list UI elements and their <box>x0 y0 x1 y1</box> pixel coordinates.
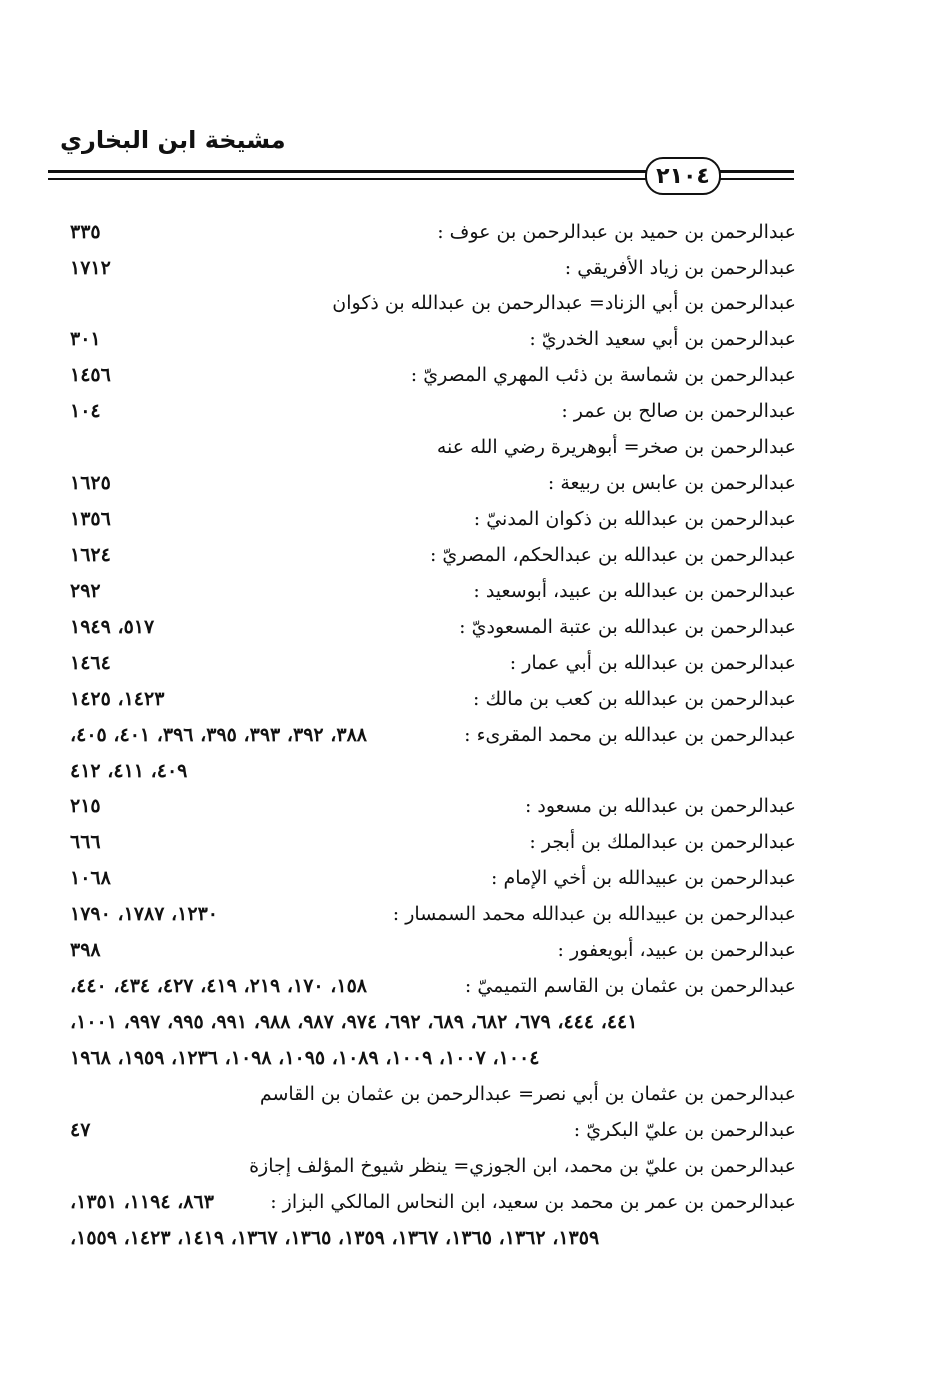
index-entry <box>70 1151 796 1185</box>
index-entry-continuation <box>70 756 796 790</box>
entry-name: عبدالرحمن بن زياد الأفريقي : <box>564 257 796 279</box>
entry-name: عبدالرحمن بن عبدالله بن عبدالحكم، المصريّ : <box>429 544 796 566</box>
entry-name: عبدالرحمن بن عبيدالله بن أخي الإمام : <box>491 867 796 889</box>
entry-refs: ١٤٢٣، ١٤٢٥ <box>70 688 165 710</box>
entry-name: عبدالرحمن بن عثمان بن أبي نصر= عبدالرحمن بن عثمان بن القاسم <box>259 1083 796 1105</box>
index-entry <box>70 324 796 358</box>
entry-name: عبدالرحمن بن عبدالله بن عتبة المسعوديّ : <box>459 616 796 638</box>
entry-name: عبدالرحمن بن عثمان بن القاسم التميميّ : <box>464 975 796 997</box>
entry-name: عبدالرحمن بن صالح بن عمر : <box>561 400 796 422</box>
index-entry <box>70 791 796 825</box>
entry-refs: ٣٣٥ <box>70 221 101 243</box>
index-entry <box>70 288 796 322</box>
index-entry <box>70 899 796 933</box>
entry-refs: ٣٩٨ <box>70 939 101 961</box>
index-entry <box>70 540 796 574</box>
entry-name: عبدالرحمن بن عبدالله بن عبيد، أبوسعيد : <box>473 580 796 602</box>
entry-refs: ١٠٤ <box>70 400 101 422</box>
entry-refs: ١٠٠٤، ١٠٠٧، ١٠٠٩، ١٠٨٩، ١٠٩٥، ١٠٩٨، ١٢٣٦، ١٩٥٩، ١٩٦٨ <box>70 1047 540 1069</box>
entry-refs: ١٢٣٠، ١٧٨٧، ١٧٩٠ <box>70 903 218 925</box>
index-entry <box>70 396 796 430</box>
entry-name: عبدالرحمن بن عمر بن محمد بن سعيد، ابن النحاس المالكي البزاز : <box>270 1191 796 1213</box>
index-entry <box>70 863 796 897</box>
index-entry <box>70 612 796 646</box>
entry-refs: ٨٦٣، ١١٩٤، ١٣٥١، <box>70 1191 214 1213</box>
index-entry <box>70 1115 796 1149</box>
index-entry <box>70 720 796 754</box>
entry-name: عبدالرحمن بن صخر= أبوهريرة رضي الله عنه <box>436 436 796 458</box>
entry-name: عبدالرحمن بن عبدالله بن ذكوان المدنيّ : <box>473 508 796 530</box>
index-entry <box>70 1187 796 1221</box>
entry-refs: ٤٠٩، ٤١١، ٤١٢ <box>70 760 188 782</box>
entry-refs: ١٥٨، ١٧٠، ٢١٩، ٤١٩، ٤٢٧، ٤٣٤، ٤٤٠، <box>70 975 368 997</box>
index-entry <box>70 935 796 969</box>
index-entry <box>70 648 796 682</box>
entry-refs: ٢١٥ <box>70 795 101 817</box>
entry-refs: ١٣٥٩، ١٣٦٢، ١٣٦٥، ١٣٦٧، ١٣٥٩، ١٣٦٥، ١٣٦٧، ١٤١٩، ١٤٢٣، ١٥٥٩، <box>70 1227 600 1249</box>
entry-refs: ١٧١٢ <box>70 257 111 279</box>
entry-refs: ٣٨٨، ٣٩٢، ٣٩٣، ٣٩٥، ٣٩٦، ٤٠١، ٤٠٥، <box>70 724 368 746</box>
entry-name: عبدالرحمن بن عبدالله بن محمد المقرىء : <box>464 724 796 746</box>
entry-refs: ٣٠١ <box>70 328 101 350</box>
entry-refs: ١٣٥٦ <box>70 508 111 530</box>
index-entry <box>70 468 796 502</box>
index-entry <box>70 684 796 718</box>
index-entry <box>70 504 796 538</box>
entry-name: عبدالرحمن بن عبدالملك بن أبجر : <box>529 831 796 853</box>
entry-refs: ٦٦٦ <box>70 831 101 853</box>
entry-name: عبدالرحمن بن أبي الزناد= عبدالرحمن بن عبدالله بن ذكوان <box>332 292 796 314</box>
entry-refs: ٤٤١، ٤٤٤، ٦٧٩، ٦٨٢، ٦٨٩، ٦٩٢، ٩٧٤، ٩٨٧، ٩٨٨، ٩٩١، ٩٩٥، ٩٩٧، ١٠٠١، <box>70 1011 638 1033</box>
index-entry <box>70 827 796 861</box>
entry-name: عبدالرحمن بن حميد بن عبدالرحمن بن عوف : <box>437 221 796 243</box>
page-number: ٢١٠٤ <box>645 157 721 195</box>
index-entry <box>70 360 796 394</box>
entry-name: عبدالرحمن بن عليّ بن محمد، ابن الجوزي= ينظر شيوخ المؤلف إجازة <box>249 1155 796 1177</box>
index-entry <box>70 1079 796 1113</box>
entry-name: عبدالرحمن بن عبيدالله بن عبدالله محمد السمسار : <box>392 903 796 925</box>
index-entry-continuation <box>70 1223 796 1257</box>
entry-name: عبدالرحمن بن عبيد، أبويعفور : <box>557 939 796 961</box>
book-title: مشيخة ابن البخاري <box>60 126 286 154</box>
entry-refs: ١٠٦٨ <box>70 867 111 889</box>
index-entry-continuation <box>70 1007 796 1041</box>
entry-refs: ٥١٧، ١٩٤٩ <box>70 616 155 638</box>
entry-name: عبدالرحمن بن شماسة بن ذئب المهري المصريّ : <box>410 364 796 386</box>
entry-refs: ٢٩٢ <box>70 580 101 602</box>
index-entry-continuation <box>70 1043 796 1077</box>
index-entry <box>70 253 796 287</box>
index-entry <box>70 217 796 251</box>
entry-refs: ٤٧ <box>70 1119 91 1141</box>
index-entry <box>70 971 796 1005</box>
entry-name: عبدالرحمن بن عبدالله بن مسعود : <box>524 795 796 817</box>
entry-refs: ١٤٥٦ <box>70 364 111 386</box>
entry-name: عبدالرحمن بن عبدالله بن أبي عمار : <box>509 652 796 674</box>
index-entry <box>70 576 796 610</box>
entry-refs: ١٦٢٥ <box>70 472 111 494</box>
entry-refs: ١٤٦٤ <box>70 652 111 674</box>
entry-name: عبدالرحمن بن عليّ البكريّ : <box>573 1119 796 1141</box>
entry-refs: ١٦٢٤ <box>70 544 111 566</box>
entry-name: عبدالرحمن بن عبدالله بن كعب بن مالك : <box>473 688 796 710</box>
entry-name: عبدالرحمن بن أبي سعيد الخدريّ : <box>529 328 796 350</box>
entry-name: عبدالرحمن بن عابس بن ربيعة : <box>547 472 796 494</box>
index-entry <box>70 432 796 466</box>
